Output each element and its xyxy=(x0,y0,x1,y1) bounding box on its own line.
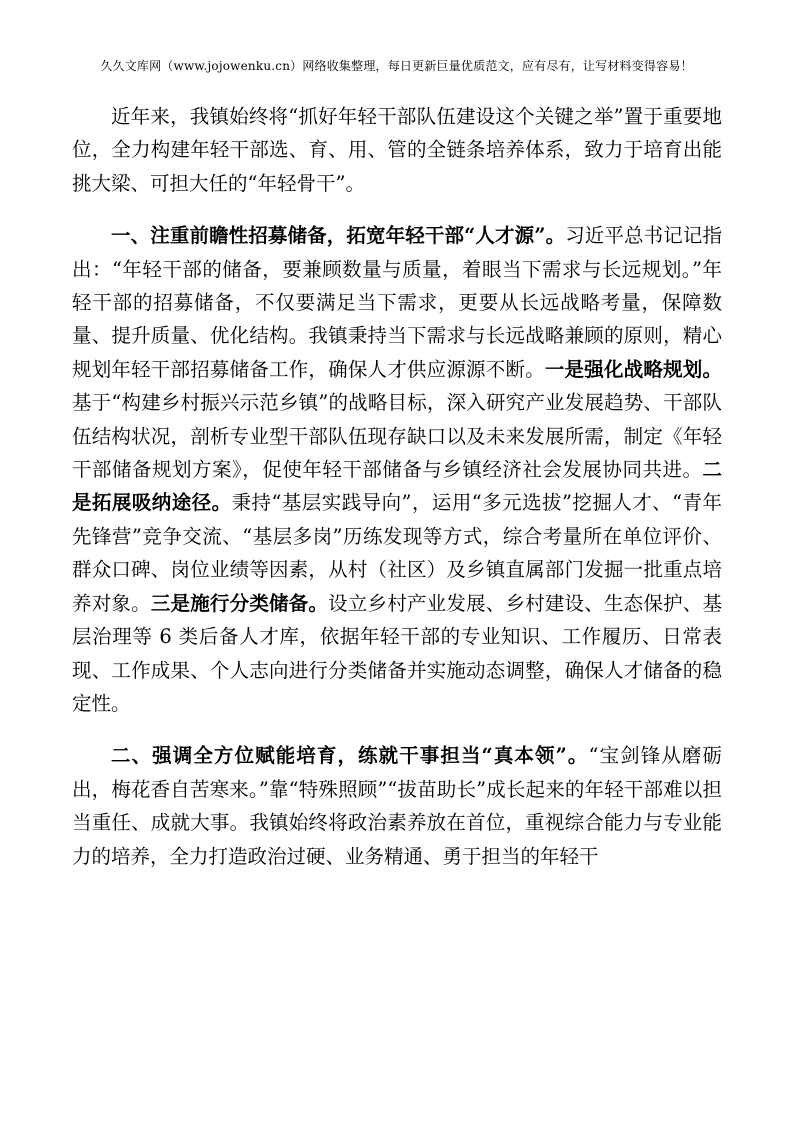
section-1-point-2-title: 二是拓展吸纳途径。 xyxy=(72,458,722,515)
document-body xyxy=(72,100,722,873)
section-1-text: 习近平总书记记指出：“年轻干部的储备，要兼顾数量与质量，着眼当下需求与长远规划。”年轻干部的招募储备，不仅要满足当下需求，更要从长远战略考量，保障数量、提升质量、优化结构。我镇秉持当下需求与长远战略兼顾的原则，精心规划年轻干部招募储备工作，确保人才供应源源不断。 xyxy=(72,224,722,381)
intro-paragraph: 近年来，我镇始终将“抓好年轻干部队伍建设这个关键之举”置于重要地位，全力构建年轻干部选、育、用、管的全链条培养体系，致力于培育出能挑大梁、可担大任的“年轻骨干”。 xyxy=(72,105,722,195)
section-1-heading: 一、注重前瞻性招募储备，拓宽年轻干部“人才源”。 xyxy=(111,224,566,248)
section-1-point-1-title: 一是强化战略规划。 xyxy=(544,357,722,381)
section-2-paragraph xyxy=(72,739,722,873)
section-2-heading: 二、强调全方位赋能培育，练就干事担当“真本领”。 xyxy=(111,744,589,768)
section-1-point-3-title: 三是施行分类储备。 xyxy=(150,591,329,615)
section-1-point-1-text: 基于“构建乡村振兴示范乡镇”的战略目标，深入研究产业发展趋势、干部队伍结构状况，剖析专业型干部队伍现存缺口以及未来发展所需，制定《年轻干部储备规划方案》，促使年轻干部储备与乡镇经济社会发展协同共进。 xyxy=(72,391,722,482)
section-1-point-3-text: 设立乡村产业发展、乡村建设、生态保护、基层治理等 6 类后备人才库，依据年轻干部的专业知识、工作履历、日常表现、工作成果、个人志向进行分类储备并实施动态调整，确保人才储备的稳定性。 xyxy=(72,591,722,715)
page-header: 久久文库网（www.jojowenku.cn）网络收集整理，每日更新巨量优质范文，应有尽有，让写材料变得容易！ xyxy=(100,59,693,73)
section-1-point-2-text: 秉持“基层实践导向”，运用“多元选拔”挖掘人才、“青年先锋营”竞争交流、“基层多岗”历练发现等方式，综合考量所在单位评价、群众口碑、岗位业绩等因素，从村（社区）及乡镇直属部门发掘一批重点培养对象。 xyxy=(72,491,722,615)
paragraph-gap xyxy=(72,200,722,219)
section-2-text: “宝剑锋从磨砺出，梅花香自苦寒来。”靠“特殊照顾”“拔苗助长”成长起来的年轻干部难以担当重任、成就大事。我镇始终将政治素养放在首位，重视综合能力与专业能力的培养，全力打造政治过硬、业务精通、勇于担当的年轻干 xyxy=(72,744,722,868)
section-1-paragraph xyxy=(72,219,722,720)
paragraph-gap xyxy=(72,720,722,739)
